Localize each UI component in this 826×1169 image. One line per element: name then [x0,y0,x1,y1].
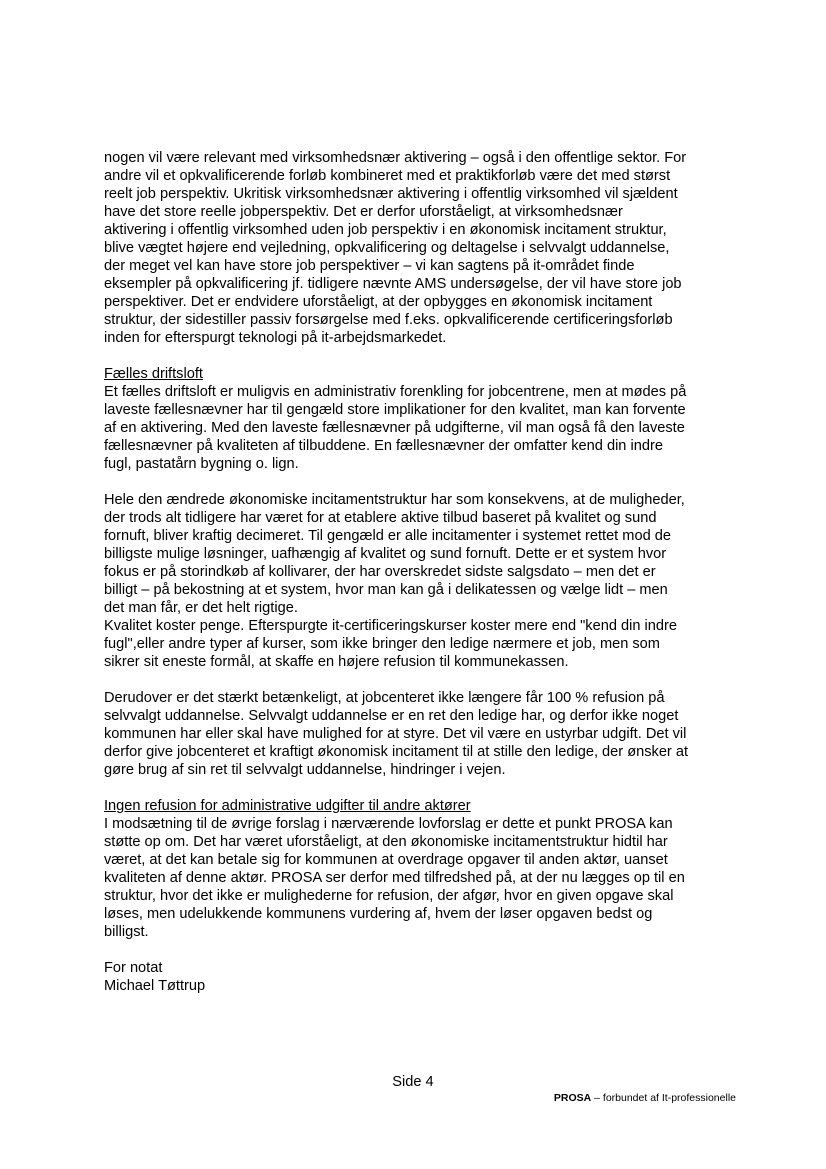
text-line: inden for efterspurgt teknologi på it-arbejdsmarkedet. [104,330,447,346]
text-line: fornuft, bliver kraftig decimeret. Til gengæld er alle incitamenter i systemet rettet mod de [104,528,671,544]
text-line: Kvalitet koster penge. Efterspurgte it-certificeringskurser koster mere end "kend din indre [104,618,677,634]
text-line: billigste mulige løsninger, uafhængig af kvalitet og sund fornuft. Dette er et system hvor [104,546,667,562]
paragraph-selvvalgt [104,689,744,779]
section-heading: Ingen refusion for administrative udgifter til andre aktører [104,798,471,814]
text-line: laveste fællesnævner har til gengæld store implikationer for den kvalitet, man kan forvente [104,402,686,418]
text-line: fugl",eller andre typer af kurser, som ikke bringer den ledige nærmere et job, men som [104,636,660,652]
footer-brand: PROSA [553,1092,592,1104]
text-line: billigt – på bekostning at et system, hvor man kan gå i delikatessen og vælge lidt – men [104,582,668,598]
text-line: blive vægtet højere end vejledning, opkvalificering og deltagelse i selvvalgt uddannelse, [104,240,670,256]
text-line: sikrer sit eneste formål, at skaffe en højere refusion til kommunekassen. [104,654,569,670]
text-line: selvvalgt uddannelse. Selvvalgt uddannelse er en ret den ledige har, og derfor ikke noget [104,708,679,724]
text-line: gøre brug af sin ret til selvvalgt uddannelse, hindringer i vejen. [104,762,506,778]
text-line: derfor give jobcenteret et kraftigt økonomisk incitament til at stille den ledige, der ønsker at [104,744,689,760]
text-line: af en aktivering. Med den laveste fællesnævner på udgifterne, vil man også få den laveste [104,420,685,436]
text-line: der meget vel kan have store job perspektiver – vi kan sagtens på it-området finde [104,258,635,274]
text-line: reelt job perspektiv. Ukritisk virksomhedsnær aktivering i offentlig virksomhed vil sjældent [104,186,678,202]
section-faelles-driftsloft [104,365,744,473]
text-line: Et fælles driftsloft er muligvis en administrativ forenkling for jobcentrene, men at mødes på [104,384,687,400]
text-line: have det store reelle jobperspektiv. Det er derfor uforståeligt, at virksomhedsnær [104,204,623,220]
text-line: fokus er på storindkøb af kollivarer, der har overskredet sidste salgsdato – men det er [104,564,656,580]
text-line: billigst. [104,924,149,940]
text-line: struktur, hvor det ikke er mulighederne for refusion, der afgør, hvor en given opgave skal [104,888,674,904]
text-line: det man får, er det helt rigtige. [104,600,298,616]
text-line: støtte op om. Det har været uforståeligt, at den økonomiske incitamentstruktur hidtil har [104,834,668,850]
section-ingen-refusion [104,797,744,941]
text-line: nogen vil være relevant med virksomhedsnær aktivering – også i den offentlige sektor. For [104,150,687,166]
text-line: struktur, der sidestiller passiv forsørgelse med f.eks. opkvalificerende certificeringsforløb [104,312,673,328]
section-heading: Fælles driftsloft [104,366,203,382]
text-line: kvaliteten af denne aktør. PROSA ser derfor med tilfredshed på, at der nu lægges op til en [104,870,685,886]
paragraph-intro [104,149,744,347]
text-line: Hele den ændrede økonomiske incitamentstruktur har som konsekvens, at de muligheder, [104,492,685,508]
body-text [104,149,744,995]
text-line: perspektiver. Det er endvidere uforståeligt, at der opbygges en økonomisk incitament [104,294,653,310]
text-line: fugl, pastatårn bygning o. lign. [104,456,299,472]
text-line: fællesnævner på kvaliteten af tilbuddene. En fællesnævner der omfatter kend din indre [104,438,663,454]
text-line: andre vil et opkvalificerende forløb kombineret med et praktikforløb være det med størst [104,168,671,184]
paragraph-kvalitet [104,617,744,671]
text-line: eksempler på opkvalificering jf. tidligere nævnte AMS undersøgelse, der vil have store job [104,276,682,292]
text-line: Derudover er det stærkt betænkeligt, at jobcenteret ikke længere får 100 % refusion på [104,690,665,706]
text-line: været, at det kan betale sig for kommunen at overdrage opgaver til anden aktør, uanset [104,852,668,868]
text-line: løses, men udelukkende kommunens vurdering af, hvem der løser opgaven bedst og [104,906,653,922]
text-line: I modsætning til de øvrige forslag i nærværende lovforslag er dette et punkt PROSA kan [104,816,673,832]
signature-block [104,959,744,995]
footer-tagline: – forbundet af It-professionelle [591,1092,736,1104]
signature-note: For notat [104,960,163,976]
paragraph-incitament [104,491,744,617]
text-line: aktivering i offentlig virksomhed uden job perspektiv i en økonomisk incitament struktur, [104,222,667,238]
signature-name: Michael Tøttrup [104,978,206,994]
page-number: Side 4 [392,1074,434,1090]
footer [554,1092,736,1105]
text-line: der trods alt tidligere har været for at etablere aktive tilbud baseret på kvalitet og sund [104,510,657,526]
text-line: kommunen har eller skal have mulighed for at styre. Det vil være en ustyrbar udgift. Det vil [104,726,687,742]
